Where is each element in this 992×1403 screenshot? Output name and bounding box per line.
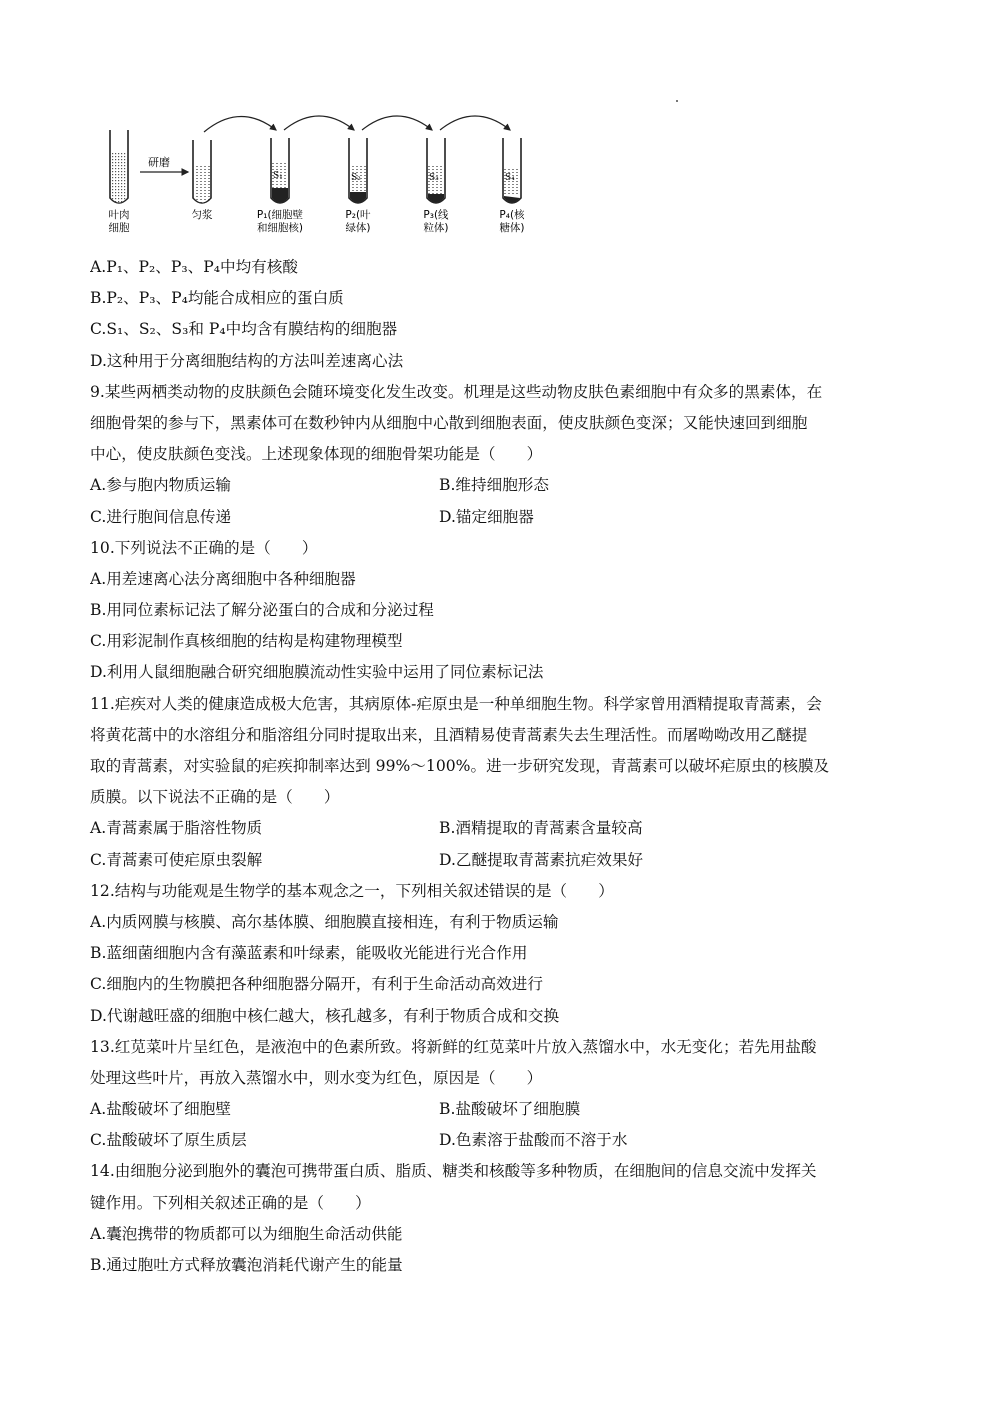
tag-s3: S₃: [429, 173, 439, 183]
q8-option-d: D.这种用于分离细胞结构的方法叫差速离心法: [90, 351, 404, 370]
q11-option-b: B.酒精提取的青蒿素含量较高: [439, 819, 643, 838]
q9-option-b: B.维持细胞形态: [439, 476, 549, 495]
scan-speck: [676, 100, 678, 102]
question-14: [90, 1156, 905, 1281]
tube-p3: [427, 138, 445, 203]
q10-option-d: D.利用人鼠细胞融合研究细胞膜流动性实验中运用了同位素标记法: [90, 663, 544, 682]
q9-option-a: A.参与胞内物质运输: [90, 476, 231, 495]
q11-option-c: C.青蒿素可使疟原虫裂解: [90, 850, 263, 869]
q9-options-row1: [90, 470, 905, 501]
q13-options-row1: [90, 1094, 905, 1125]
q9-option-c: C.进行胞间信息传递: [90, 507, 232, 526]
q12-stem: 12.结构与功能观是生物学的基本观念之一，下列相关叙述错误的是（ ）: [90, 881, 614, 900]
q13-stem-line1: 13.红苋菜叶片呈红色，是液泡中的色素所致。将新鲜的红苋菜叶片放入蒸馏水中，水无变化；若先用盐酸: [90, 1037, 817, 1056]
q8-option-a: A.P₁、P₂、P₃、P₄中均有核酸: [90, 258, 298, 276]
label-tube1-l2: 细胞: [108, 222, 130, 234]
q14-stem-line2: 键作用。下列相关叙述正确的是（ ）: [90, 1193, 371, 1212]
tube-homogenate: [193, 140, 211, 203]
q12-option-a: A.内质网膜与核膜、高尔基体膜、细胞膜直接相连，有利于物质运输: [90, 912, 559, 931]
q11-stem-line1: 11.疟疾对人类的健康造成极大危害，其病原体-疟原虫是一种单细胞生物。科学家曾用酒精提取青蒿素，会: [90, 694, 822, 713]
arc-2: [284, 116, 354, 130]
q13-option-b: B.盐酸破坏了细胞膜: [439, 1100, 581, 1119]
q10-option-c: C.用彩泥制作真核细胞的结构是构建物理模型: [90, 632, 403, 651]
label-tube5-l1: P₃(线: [423, 209, 449, 221]
q11-options-row2: [90, 845, 905, 876]
question-content: [90, 252, 905, 1281]
question-11: [90, 689, 905, 876]
q13-option-c: C.盐酸破坏了原生质层: [90, 1131, 247, 1150]
q13-options-row2: [90, 1125, 905, 1156]
grind-label: 研磨: [148, 156, 170, 169]
question-12: [90, 876, 905, 1032]
q9-stem-line3: 中心，使皮肤颜色变浅。上述现象体现的细胞骨架功能是（ ）: [90, 445, 543, 464]
q10-option-a: A.用差速离心法分离细胞中各种细胞器: [90, 569, 356, 588]
label-tube5-l2: 粒体): [423, 222, 449, 234]
q14-stem-line1: 14.由细胞分泌到胞外的囊泡可携带蛋白质、脂质、糖类和核酸等多种物质，在细胞间的信息交流中发挥关: [90, 1162, 817, 1181]
label-tube2-l1: 匀浆: [191, 209, 213, 221]
q9-options-row2: [90, 502, 905, 533]
q9-option-d: D.锚定细胞器: [439, 507, 534, 526]
q8-option-b: B.P₂、P₃、P₄均能合成相应的蛋白质: [90, 289, 344, 308]
tag-s4: S₄: [505, 173, 515, 183]
question-9: [90, 377, 905, 533]
q13-option-a: A.盐酸破坏了细胞壁: [90, 1100, 231, 1119]
q11-options-row1: [90, 813, 905, 844]
tube-p4: [503, 138, 521, 203]
label-tube4-l1: P₂(叶: [345, 209, 371, 221]
label-tube3-l1: P₁(细胞壁: [256, 209, 304, 221]
tube-p2: [349, 138, 367, 203]
centrifugation-diagram: [100, 108, 550, 238]
question-10: [90, 533, 905, 689]
q12-option-b: B.蓝细菌细胞内含有藻蓝素和叶绿素，能吸收光能进行光合作用: [90, 944, 528, 963]
label-tube6-l1: P₄(核: [499, 209, 525, 221]
q13-option-d: D.色素溶于盐酸而不溶于水: [439, 1131, 628, 1150]
label-tube4-l2: 绿体): [345, 222, 371, 234]
q10-stem: 10.下列说法不正确的是（ ）: [90, 538, 318, 557]
question-13: [90, 1032, 905, 1157]
tube-p1: [271, 138, 289, 203]
q9-stem-line2: 细胞骨架的参与下，黑素体可在数秒钟内从细胞中心散到细胞表面，使皮肤颜色变深；又能快速回到细胞: [90, 413, 808, 432]
q9-stem-line1: 9.某些两栖类动物的皮肤颜色会随环境变化发生改变。机理是这些动物皮肤色素细胞中有众多的黑素体，在: [90, 382, 823, 401]
q11-stem-line2: 将黄花蒿中的水溶组分和脂溶组分同时提取出来，且酒精易使青蒿素失去生理活性。而屠呦呦改用乙醚提: [90, 725, 808, 744]
q11-option-d: D.乙醚提取青蒿素抗疟效果好: [439, 850, 644, 869]
q11-option-a: A.青蒿素属于脂溶性物质: [90, 819, 263, 838]
arc-3: [362, 116, 432, 130]
q14-option-a: A.囊泡携带的物质都可以为细胞生命活动供能: [90, 1224, 403, 1243]
label-tube6-l2: 糖体): [499, 222, 525, 234]
arc-4: [440, 116, 510, 130]
q14-option-b: B.通过胞吐方式释放囊泡消耗代谢产生的能量: [90, 1256, 403, 1274]
tag-s1: S₁: [273, 171, 283, 181]
q11-stem-line4: 质膜。以下说法不正确的是（ ）: [90, 788, 340, 807]
q10-option-b: B.用同位素标记法了解分泌蛋白的合成和分泌过程: [90, 601, 434, 620]
centrifugation-figure: [100, 108, 550, 238]
label-tube1-l1: 叶肉: [108, 209, 130, 221]
q11-stem-line3: 取的青蒿素，对实验鼠的疟疾抑制率达到 99%～100%。进一步研究发现，青蒿素可以破坏疟原虫的核膜及: [90, 757, 830, 775]
label-tube3-l2: 和细胞核): [256, 222, 304, 234]
tube-leaf-cells: [110, 130, 128, 203]
question-8-options: [90, 252, 905, 377]
q13-stem-line2: 处理这些叶片，再放入蒸馏水中，则水变为红色，原因是（ ）: [90, 1068, 543, 1087]
q12-option-c: C.细胞内的生物膜把各种细胞器分隔开，有利于生命活动高效进行: [90, 975, 543, 994]
q8-option-c: C.S₁、S₂、S₃和 P₄中均含有膜结构的细胞器: [90, 320, 398, 339]
q12-option-d: D.代谢越旺盛的细胞中核仁越大，核孔越多，有利于物质合成和交换: [90, 1006, 560, 1025]
tag-s2: S₂: [351, 173, 361, 183]
arc-1: [204, 116, 276, 132]
